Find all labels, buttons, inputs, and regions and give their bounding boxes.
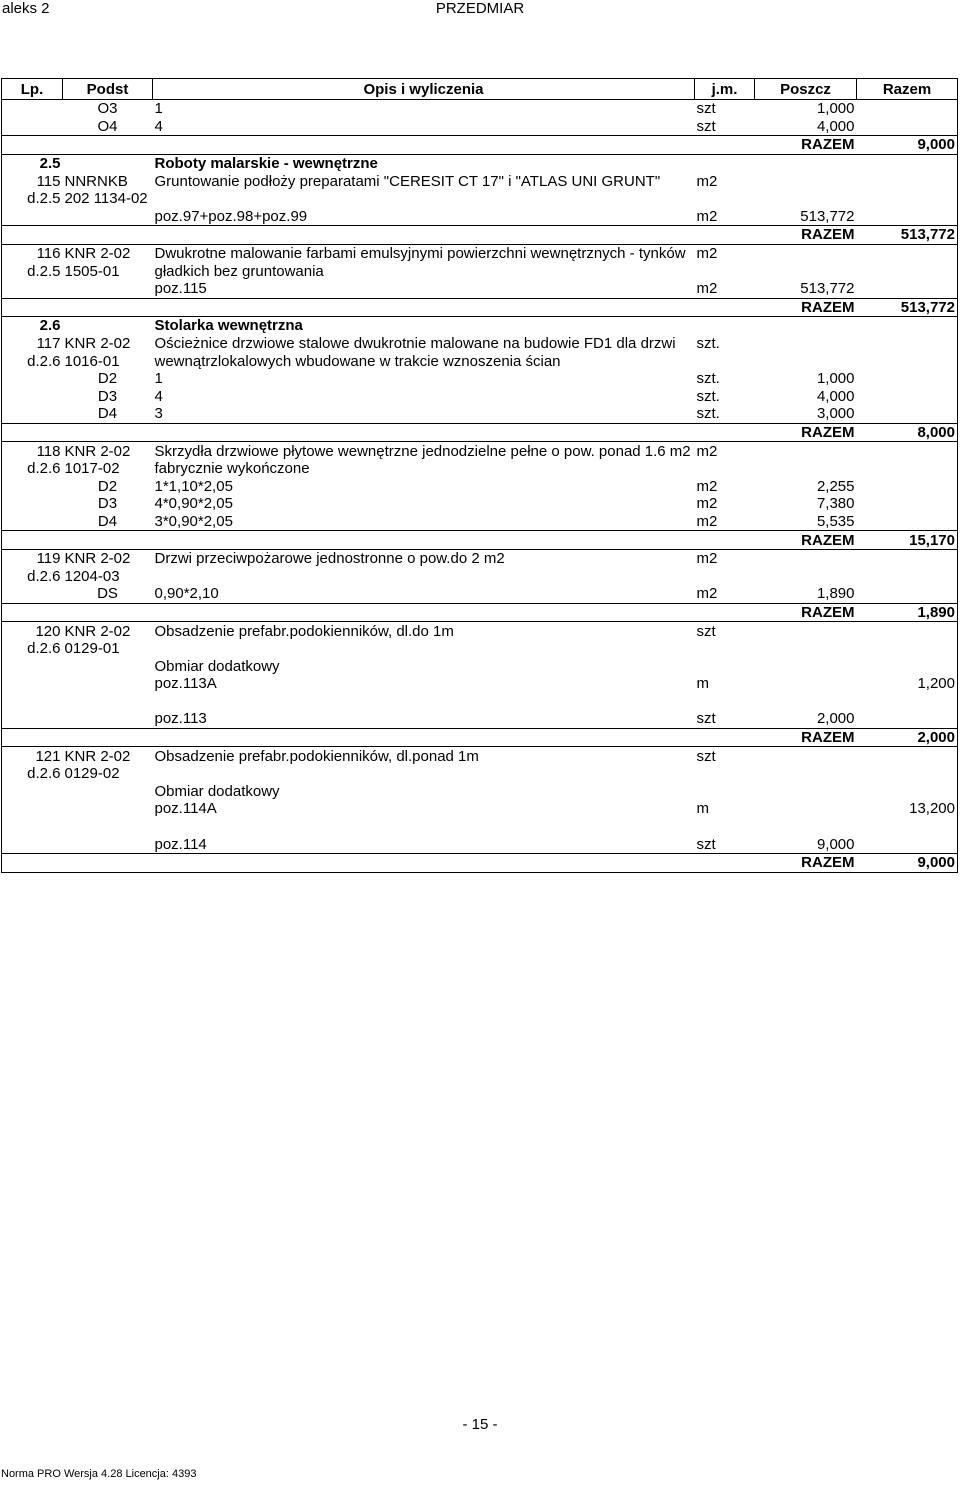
cell-podst: D4 (97, 512, 118, 530)
table-row (2, 549, 958, 567)
summary-spacer (2, 298, 755, 317)
cell-jm: m2 (696, 172, 718, 190)
cell-razem (857, 513, 958, 531)
cell-lp: d.2.5 (2, 190, 63, 208)
document-title: PRZEDMIAR (435, 0, 525, 17)
cell-poszcz (755, 244, 857, 262)
cell-podst: D3 (97, 495, 118, 513)
cell-lp: 119 (2, 549, 63, 567)
cell-poszcz: 2,255 (816, 477, 855, 495)
cell-razem (857, 765, 958, 783)
cell-opis: wewnątrzlokalowych wbudowane w trakcie wznoszenia ścian (154, 352, 561, 370)
cell-lp (2, 495, 63, 513)
summary-row (2, 298, 958, 317)
cell-opis: 4 (154, 117, 163, 135)
summary-spacer (2, 531, 755, 550)
cell-opis: poz.115 (154, 280, 207, 298)
cell-jm: szt (696, 117, 716, 135)
cell-razem (857, 549, 958, 567)
table-row (2, 190, 958, 208)
cell-lp (2, 388, 63, 406)
cell-jm: szt (696, 710, 716, 728)
cell-razem (857, 208, 958, 226)
cell-razem (857, 280, 958, 298)
cell-poszcz (755, 657, 857, 675)
cell-poszcz (755, 335, 857, 353)
cell-razem (857, 442, 958, 460)
column-header-poszcz: Poszcz (755, 79, 857, 100)
cell-razem: 1,200 (857, 675, 958, 693)
table-row (2, 118, 958, 136)
cell-jm (695, 190, 755, 208)
summary-row (2, 226, 958, 245)
cell-podst: NNRNKB (64, 172, 128, 190)
cell-poszcz (755, 675, 857, 693)
cell-opis: 1 (154, 370, 163, 388)
column-header-jm: j.m. (695, 79, 755, 100)
estimate-table (1, 78, 958, 873)
column-header-lp: Lp. (2, 79, 63, 100)
cell-lp: 116 (2, 244, 63, 262)
cell-podst: O4 (97, 117, 118, 135)
cell-jm: m2 (696, 512, 718, 530)
cell-razem (857, 477, 958, 495)
table-row (2, 495, 958, 513)
cell-opis (153, 693, 695, 711)
cell-podst: 1016-01 (64, 352, 120, 370)
cell-poszcz (755, 693, 857, 711)
cell-poszcz (755, 442, 857, 460)
cell-podst (63, 835, 153, 853)
cell-poszcz: 7,380 (816, 495, 855, 513)
cell-lp (2, 783, 63, 801)
section-row (2, 154, 958, 172)
cell-lp: 115 (2, 172, 63, 190)
summary-label: RAZEM (755, 853, 857, 872)
cell-poszcz: 4,000 (816, 117, 855, 135)
table-row (2, 783, 958, 801)
cell-jm: szt (696, 100, 716, 118)
table-row (2, 640, 958, 658)
table-row (2, 442, 958, 460)
cell-razem (857, 835, 958, 853)
cell-jm: m2 (696, 245, 718, 263)
cell-podst: KNR 2-02 (64, 550, 131, 568)
cell-poszcz (755, 747, 857, 765)
cell-opis (153, 567, 695, 585)
summary-row (2, 728, 958, 747)
table-row (2, 352, 958, 370)
cell-podst: D2 (97, 370, 118, 388)
cell-poszcz (755, 640, 857, 658)
cell-razem (857, 118, 958, 136)
cell-opis: 0,90*2,10 (154, 585, 219, 603)
cell-opis: Stolarka wewnętrzna (153, 317, 695, 335)
cell-jm: m2 (696, 477, 718, 495)
cell-lp (2, 513, 63, 531)
summary-spacer (2, 603, 755, 622)
cell-poszcz (755, 190, 857, 208)
cell-podst (63, 818, 153, 836)
cell-lp: 118 (2, 442, 63, 460)
table-row (2, 460, 958, 478)
cell-poszcz: 9,000 (816, 835, 855, 853)
cell-lp (2, 477, 63, 495)
table-row (2, 513, 958, 531)
table-row (2, 262, 958, 280)
cell-jm (695, 818, 755, 836)
cell-lp: d.2.5 (2, 262, 63, 280)
table-row (2, 835, 958, 853)
cell-podst: 202 1134-02 (64, 190, 148, 208)
cell-lp (2, 280, 63, 298)
cell-jm: m (696, 800, 709, 818)
summary-total: 15,170 (857, 531, 958, 550)
cell-razem (857, 154, 958, 172)
cell-jm (695, 154, 755, 172)
cell-lp (2, 818, 63, 836)
cell-poszcz (755, 818, 857, 836)
cell-poszcz: 2,000 (816, 710, 855, 728)
cell-razem (857, 693, 958, 711)
summary-spacer (2, 853, 755, 872)
cell-opis: 3 (154, 405, 163, 423)
cell-poszcz (755, 567, 857, 585)
cell-opis: poz.113A (154, 675, 217, 693)
cell-lp: d.2.6 (2, 765, 63, 783)
cell-poszcz: 4,000 (816, 387, 855, 405)
cell-razem (857, 747, 958, 765)
cell-lp (2, 208, 63, 226)
cell-opis: poz.97+poz.98+poz.99 (154, 207, 308, 225)
cell-podst: 0129-01 (64, 640, 120, 658)
cell-razem (857, 622, 958, 640)
cell-jm (695, 657, 755, 675)
cell-podst (63, 800, 153, 818)
column-header-podst: Podst (63, 79, 153, 100)
cell-lp (2, 835, 63, 853)
cell-podst (63, 710, 153, 728)
cell-podst: 1505-01 (64, 262, 120, 280)
cell-lp: 2.6 (2, 317, 63, 335)
cell-opis: Drzwi przeciwpożarowe jednostronne o pow.do 2 m2 (154, 550, 505, 568)
cell-lp: d.2.6 (2, 460, 63, 478)
cell-poszcz: 513,772 (800, 207, 855, 225)
cell-poszcz (755, 154, 857, 172)
cell-poszcz: 1,000 (816, 370, 855, 388)
column-header-opis: Opis i wyliczenia (153, 79, 695, 100)
cell-razem (857, 172, 958, 190)
section-row (2, 317, 958, 335)
cell-jm (695, 640, 755, 658)
cell-lp (2, 100, 63, 118)
cell-opis: Obmiar dodatkowy (154, 782, 280, 800)
cell-jm: m2 (696, 495, 718, 513)
summary-spacer (2, 136, 755, 155)
cell-poszcz: 1,000 (816, 100, 855, 118)
cell-podst (63, 317, 153, 335)
cell-jm: szt (696, 835, 716, 853)
summary-total: 2,000 (857, 728, 958, 747)
cell-podst: KNR 2-02 (64, 622, 131, 640)
cell-opis: Ościeżnice drzwiowe stalowe dwukrotnie malowane na budowie FD1 dla drzwi (154, 335, 676, 353)
cell-razem (857, 495, 958, 513)
cell-lp: 120 (2, 622, 63, 640)
cell-poszcz: 3,000 (816, 405, 855, 423)
cell-razem (857, 657, 958, 675)
cell-poszcz (755, 172, 857, 190)
cell-razem (857, 585, 958, 603)
cell-opis (153, 765, 695, 783)
column-header-razem: Razem (857, 79, 958, 100)
cell-podst (63, 154, 153, 172)
cell-razem (857, 640, 958, 658)
summary-spacer (2, 423, 755, 442)
table-row (2, 675, 958, 693)
cell-poszcz: 513,772 (800, 280, 855, 298)
cell-razem (857, 370, 958, 388)
summary-row (2, 423, 958, 442)
cell-opis: 1 (154, 100, 163, 118)
cell-razem (857, 783, 958, 801)
cell-razem (857, 388, 958, 406)
cell-jm: m2 (696, 280, 718, 298)
cell-jm (695, 567, 755, 585)
cell-opis: poz.114A (154, 800, 217, 818)
cell-lp: d.2.6 (2, 567, 63, 585)
summary-total: 9,000 (857, 136, 958, 155)
cell-jm: m2 (696, 442, 718, 460)
cell-podst (63, 783, 153, 801)
summary-label: RAZEM (755, 298, 857, 317)
cell-opis: Skrzydła drzwiowe płytowe wewnętrzne jednodzielne pełne o pow. ponad 1.6 m2 (154, 442, 691, 460)
summary-row (2, 603, 958, 622)
summary-total: 8,000 (857, 423, 958, 442)
footer-license: Norma PRO Wersja 4.28 Licencja: 4393 (1, 1468, 197, 1480)
table-body (2, 100, 958, 873)
cell-podst (63, 208, 153, 226)
cell-razem (857, 317, 958, 335)
table-row (2, 370, 958, 388)
cell-poszcz (755, 262, 857, 280)
cell-podst: 0129-02 (64, 765, 120, 783)
cell-razem (857, 262, 958, 280)
cell-razem (857, 818, 958, 836)
table-row (2, 280, 958, 298)
cell-poszcz (755, 622, 857, 640)
cell-lp: d.2.6 (2, 640, 63, 658)
cell-podst: D4 (97, 405, 118, 423)
table-row (2, 818, 958, 836)
cell-jm (695, 765, 755, 783)
cell-jm (695, 317, 755, 335)
cell-razem: 13,200 (857, 800, 958, 818)
cell-opis: 4 (154, 387, 163, 405)
cell-opis: 4*0,90*2,05 (154, 495, 233, 513)
cell-opis: fabrycznie wykończone (154, 460, 310, 478)
cell-jm: szt. (696, 387, 720, 405)
table-row (2, 388, 958, 406)
cell-poszcz (755, 460, 857, 478)
table-row (2, 765, 958, 783)
cell-opis: Obsadzenie prefabr.podokienników, dl.ponad 1m (154, 747, 479, 765)
cell-poszcz (755, 549, 857, 567)
cell-poszcz (755, 783, 857, 801)
cell-opis: Obsadzenie prefabr.podokienników, dl.do 1m (154, 622, 454, 640)
summary-label: RAZEM (755, 226, 857, 245)
cell-opis: gładkich bez gruntowania (154, 262, 324, 280)
cell-razem (857, 190, 958, 208)
cell-jm: m (696, 675, 709, 693)
cell-poszcz (755, 765, 857, 783)
table-row (2, 693, 958, 711)
cell-jm (695, 460, 755, 478)
cell-opis: poz.114 (154, 835, 207, 853)
cell-opis: poz.113 (154, 710, 207, 728)
cell-jm: m2 (696, 207, 718, 225)
summary-total: 1,890 (857, 603, 958, 622)
table-row (2, 335, 958, 353)
cell-podst: KNR 2-02 (64, 442, 131, 460)
cell-lp (2, 800, 63, 818)
cell-poszcz: 5,535 (816, 512, 855, 530)
cell-opis (153, 818, 695, 836)
cell-jm: szt (696, 622, 716, 640)
cell-poszcz (755, 800, 857, 818)
cell-jm (695, 693, 755, 711)
cell-lp: 121 (2, 747, 63, 765)
summary-label: RAZEM (755, 531, 857, 550)
table-row (2, 477, 958, 495)
cell-podst: D3 (97, 387, 118, 405)
cell-podst (63, 280, 153, 298)
summary-label: RAZEM (755, 136, 857, 155)
cell-opis (153, 190, 695, 208)
cell-opis: 1*1,10*2,05 (154, 477, 233, 495)
summary-row (2, 531, 958, 550)
cell-lp: d.2.6 (2, 352, 63, 370)
summary-total: 513,772 (857, 226, 958, 245)
table-row (2, 244, 958, 262)
cell-razem (857, 405, 958, 423)
cell-podst: KNR 2-02 (64, 335, 131, 353)
table-row (2, 585, 958, 603)
cell-opis: Gruntowanie podłoży preparatami "CERESIT CT 17" i "ATLAS UNI GRUNT" (154, 172, 661, 190)
table-row (2, 622, 958, 640)
cell-opis: Dwukrotne malowanie farbami emulsyjnymi powierzchni wewnętrznych - tynków (154, 245, 686, 263)
cell-razem (857, 460, 958, 478)
cell-podst: D2 (97, 477, 118, 495)
table-row (2, 567, 958, 585)
cell-razem (857, 100, 958, 118)
cell-podst (63, 693, 153, 711)
page-number: - 15 - (462, 1416, 498, 1433)
table-header (2, 79, 958, 100)
summary-label: RAZEM (755, 423, 857, 442)
table-row (2, 405, 958, 423)
cell-poszcz (755, 352, 857, 370)
cell-lp (2, 675, 63, 693)
cell-jm (695, 783, 755, 801)
table-row (2, 657, 958, 675)
cell-podst: KNR 2-02 (64, 747, 131, 765)
cell-lp: 2.5 (2, 154, 63, 172)
cell-podst: DS (97, 585, 118, 603)
cell-podst: O3 (97, 100, 118, 118)
cell-jm (695, 262, 755, 280)
cell-poszcz: 1,890 (816, 585, 855, 603)
cell-jm: szt. (696, 405, 720, 423)
summary-label: RAZEM (755, 603, 857, 622)
cell-podst: 1017-02 (64, 460, 120, 478)
summary-spacer (2, 728, 755, 747)
cell-jm: m2 (696, 550, 718, 568)
table-row (2, 100, 958, 118)
table-row (2, 747, 958, 765)
cell-razem (857, 710, 958, 728)
cell-podst: KNR 2-02 (64, 245, 131, 263)
cell-lp: 117 (2, 335, 63, 353)
table-row (2, 172, 958, 190)
document-header-left: aleks 2 (2, 0, 50, 17)
cell-lp (2, 370, 63, 388)
cell-lp (2, 710, 63, 728)
cell-razem (857, 244, 958, 262)
summary-row (2, 136, 958, 155)
summary-label: RAZEM (755, 728, 857, 747)
cell-opis: Roboty malarskie - wewnętrzne (153, 154, 695, 172)
cell-lp (2, 585, 63, 603)
cell-podst (63, 657, 153, 675)
cell-opis: Obmiar dodatkowy (154, 657, 280, 675)
cell-razem (857, 352, 958, 370)
summary-spacer (2, 226, 755, 245)
cell-jm: m2 (696, 585, 718, 603)
cell-jm: szt. (696, 370, 720, 388)
cell-lp (2, 405, 63, 423)
table-row (2, 800, 958, 818)
cell-poszcz (755, 317, 857, 335)
cell-lp (2, 118, 63, 136)
summary-total: 9,000 (857, 853, 958, 872)
cell-razem (857, 567, 958, 585)
cell-jm: szt. (696, 335, 720, 353)
summary-total: 513,772 (857, 298, 958, 317)
cell-podst: 1204-03 (64, 567, 120, 585)
cell-opis: 3*0,90*2,05 (154, 512, 233, 530)
cell-lp (2, 657, 63, 675)
cell-opis (153, 640, 695, 658)
cell-lp (2, 693, 63, 711)
cell-razem (857, 335, 958, 353)
table-row (2, 710, 958, 728)
table-row (2, 208, 958, 226)
cell-jm (695, 352, 755, 370)
cell-jm: szt (696, 747, 716, 765)
cell-podst (63, 675, 153, 693)
summary-row (2, 853, 958, 872)
